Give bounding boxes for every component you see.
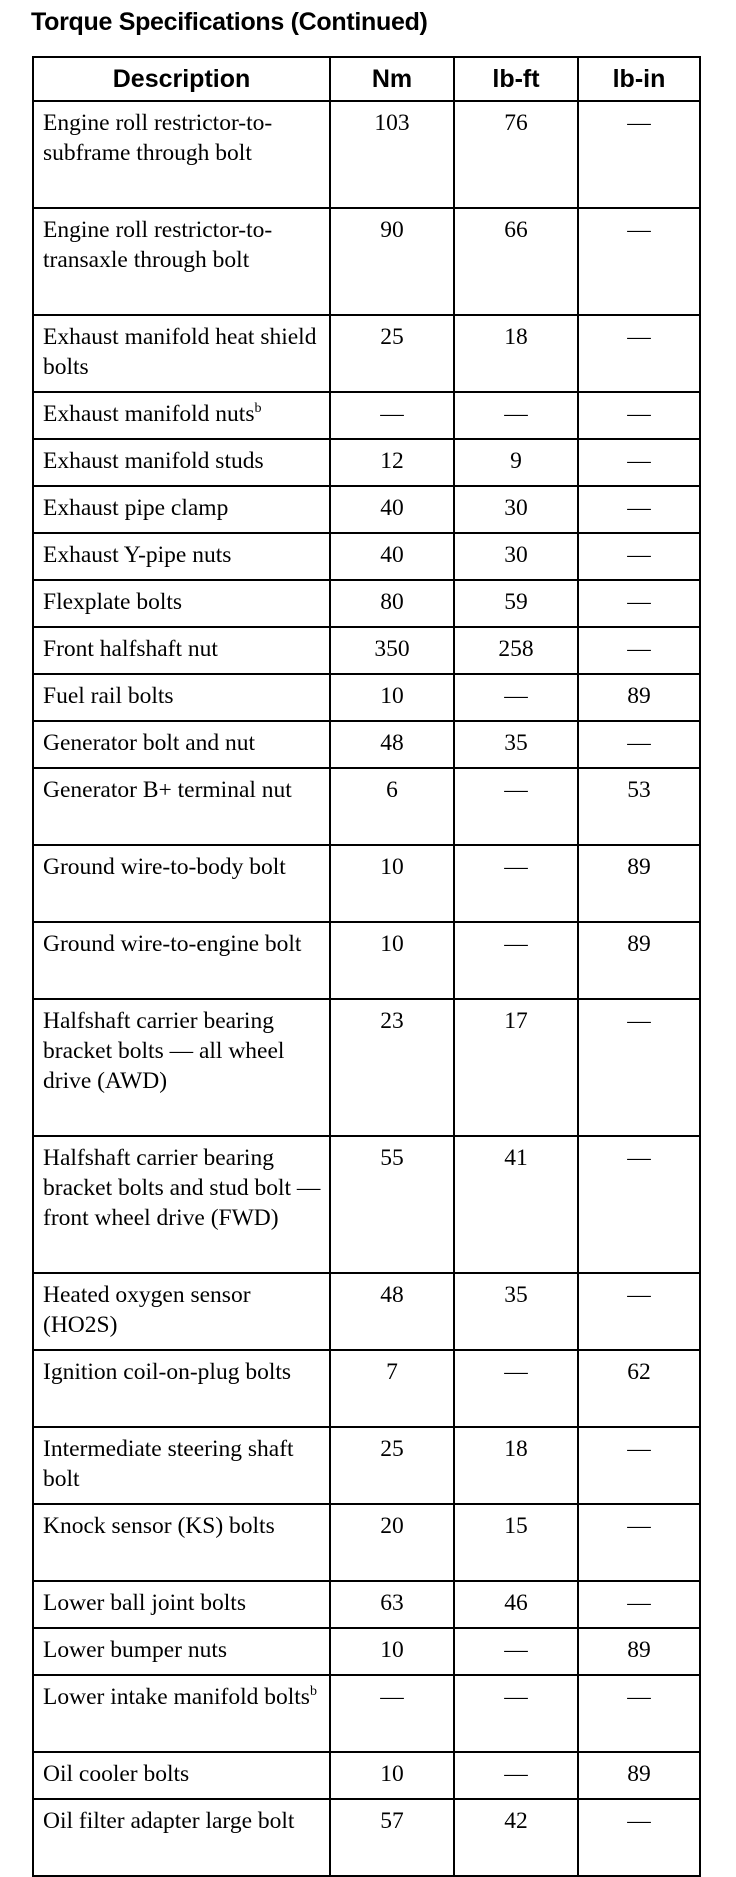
description-cell bbox=[33, 674, 330, 721]
table-row bbox=[33, 1581, 700, 1628]
description-cell bbox=[33, 768, 330, 845]
nm-cell: 6 bbox=[330, 768, 454, 845]
lb-ft-cell: 59 bbox=[454, 580, 578, 627]
lb-in-cell: — bbox=[578, 533, 700, 580]
nm-cell: 10 bbox=[330, 1752, 454, 1799]
nm-cell: — bbox=[330, 1675, 454, 1752]
nm-cell: 25 bbox=[330, 315, 454, 392]
description-text: Exhaust manifold heat shield bolts bbox=[43, 324, 317, 380]
nm-cell: 80 bbox=[330, 580, 454, 627]
table-row bbox=[33, 315, 700, 392]
table-row bbox=[33, 999, 700, 1136]
lb-ft-cell: — bbox=[454, 1675, 578, 1752]
lb-ft-cell: 35 bbox=[454, 1273, 578, 1350]
description-cell bbox=[33, 315, 330, 392]
nm-cell: 10 bbox=[330, 674, 454, 721]
nm-cell: 48 bbox=[330, 721, 454, 768]
table-row bbox=[33, 533, 700, 580]
description-cell bbox=[33, 1799, 330, 1876]
lb-ft-cell: 30 bbox=[454, 533, 578, 580]
nm-cell: 57 bbox=[330, 1799, 454, 1876]
column-header-lb-in: lb-in bbox=[578, 57, 700, 101]
lb-ft-cell: 41 bbox=[454, 1136, 578, 1273]
table-row bbox=[33, 845, 700, 922]
table-row bbox=[33, 1628, 700, 1675]
lb-in-cell: — bbox=[578, 1799, 700, 1876]
description-text: Exhaust Y-pipe nuts bbox=[43, 542, 232, 568]
lb-in-cell: — bbox=[578, 1504, 700, 1581]
table-row bbox=[33, 580, 700, 627]
lb-ft-cell: — bbox=[454, 845, 578, 922]
description-text: Ground wire-to-engine bolt bbox=[43, 931, 302, 957]
description-text: Knock sensor (KS) bolts bbox=[43, 1513, 275, 1539]
footnote-marker: b bbox=[309, 1684, 317, 1700]
lb-in-cell: 89 bbox=[578, 845, 700, 922]
lb-in-cell: — bbox=[578, 315, 700, 392]
table-header-row bbox=[33, 57, 700, 101]
nm-cell: 7 bbox=[330, 1350, 454, 1427]
description-cell bbox=[33, 627, 330, 674]
column-header-description: Description bbox=[33, 57, 330, 101]
description-cell bbox=[33, 439, 330, 486]
nm-cell: 23 bbox=[330, 999, 454, 1136]
description-cell bbox=[33, 1504, 330, 1581]
nm-cell: 10 bbox=[330, 922, 454, 999]
lb-in-cell: — bbox=[578, 1273, 700, 1350]
lb-ft-cell: 42 bbox=[454, 1799, 578, 1876]
description-text: Ground wire-to-body bolt bbox=[43, 854, 286, 880]
lb-ft-cell: — bbox=[454, 674, 578, 721]
lb-in-cell: — bbox=[578, 1581, 700, 1628]
nm-cell: 63 bbox=[330, 1581, 454, 1628]
table-row bbox=[33, 768, 700, 845]
lb-in-cell: — bbox=[578, 999, 700, 1136]
nm-cell: 90 bbox=[330, 208, 454, 315]
description-cell bbox=[33, 486, 330, 533]
table-row bbox=[33, 1799, 700, 1876]
lb-ft-cell: 30 bbox=[454, 486, 578, 533]
lb-ft-cell: 15 bbox=[454, 1504, 578, 1581]
description-cell bbox=[33, 845, 330, 922]
nm-cell: 350 bbox=[330, 627, 454, 674]
table-row bbox=[33, 721, 700, 768]
lb-ft-cell: 18 bbox=[454, 1427, 578, 1504]
nm-cell: 20 bbox=[330, 1504, 454, 1581]
description-cell bbox=[33, 533, 330, 580]
nm-cell: 55 bbox=[330, 1136, 454, 1273]
description-cell bbox=[33, 208, 330, 315]
nm-cell: — bbox=[330, 392, 454, 439]
description-text: Oil cooler bolts bbox=[43, 1761, 190, 1787]
nm-cell: 10 bbox=[330, 845, 454, 922]
lb-in-cell: 62 bbox=[578, 1350, 700, 1427]
column-header-lb-ft: lb-ft bbox=[454, 57, 578, 101]
description-cell bbox=[33, 1136, 330, 1273]
lb-ft-cell: — bbox=[454, 1628, 578, 1675]
table-row bbox=[33, 1350, 700, 1427]
nm-cell: 25 bbox=[330, 1427, 454, 1504]
description-text: Lower intake manifold bolts bbox=[43, 1684, 310, 1710]
lb-in-cell: — bbox=[578, 392, 700, 439]
table-row bbox=[33, 392, 700, 439]
table-row bbox=[33, 439, 700, 486]
description-text: Generator bolt and nut bbox=[43, 730, 256, 756]
table-row bbox=[33, 208, 700, 315]
table-row bbox=[33, 1504, 700, 1581]
lb-in-cell: — bbox=[578, 208, 700, 315]
description-text: Exhaust manifold nuts bbox=[43, 401, 255, 427]
table-row bbox=[33, 1427, 700, 1504]
description-cell bbox=[33, 1273, 330, 1350]
description-text: Engine roll restrictor-to-transaxle through bolt bbox=[43, 217, 273, 273]
lb-ft-cell: — bbox=[454, 1752, 578, 1799]
description-text: Flexplate bolts bbox=[43, 589, 183, 615]
lb-in-cell: — bbox=[578, 486, 700, 533]
description-cell bbox=[33, 1628, 330, 1675]
lb-in-cell: — bbox=[578, 1136, 700, 1273]
description-text: Intermediate steering shaft bolt bbox=[43, 1436, 294, 1492]
nm-cell: 10 bbox=[330, 1628, 454, 1675]
table-row bbox=[33, 101, 700, 208]
description-cell bbox=[33, 999, 330, 1136]
description-cell bbox=[33, 392, 330, 439]
lb-in-cell: — bbox=[578, 580, 700, 627]
lb-ft-cell: 9 bbox=[454, 439, 578, 486]
lb-ft-cell: 66 bbox=[454, 208, 578, 315]
lb-in-cell: — bbox=[578, 101, 700, 208]
description-text: Oil filter adapter large bolt bbox=[43, 1808, 295, 1834]
description-text: Ignition coil-on-plug bolts bbox=[43, 1359, 292, 1385]
table-row bbox=[33, 1273, 700, 1350]
table-row bbox=[33, 674, 700, 721]
nm-cell: 12 bbox=[330, 439, 454, 486]
lb-in-cell: — bbox=[578, 721, 700, 768]
lb-in-cell: 89 bbox=[578, 922, 700, 999]
lb-in-cell: — bbox=[578, 1675, 700, 1752]
lb-ft-cell: — bbox=[454, 768, 578, 845]
description-text: Halfshaft carrier bearing bracket bolts and stud bolt — front wheel drive (FWD) bbox=[43, 1145, 321, 1231]
description-text: Fuel rail bolts bbox=[43, 683, 174, 709]
description-cell bbox=[33, 721, 330, 768]
page-title: Torque Specifications (Continued) bbox=[31, 8, 428, 36]
table-row bbox=[33, 627, 700, 674]
description-text: Halfshaft carrier bearing bracket bolts — all wheel drive (AWD) bbox=[43, 1008, 285, 1094]
table-row bbox=[33, 1675, 700, 1752]
description-cell bbox=[33, 1752, 330, 1799]
lb-in-cell: 89 bbox=[578, 1752, 700, 1799]
torque-table bbox=[32, 56, 701, 1877]
lb-ft-cell: — bbox=[454, 1350, 578, 1427]
lb-ft-cell: 76 bbox=[454, 101, 578, 208]
description-cell bbox=[33, 1350, 330, 1427]
lb-ft-cell: — bbox=[454, 392, 578, 439]
description-text: Exhaust manifold studs bbox=[43, 448, 264, 474]
description-cell bbox=[33, 1581, 330, 1628]
table-row bbox=[33, 486, 700, 533]
nm-cell: 40 bbox=[330, 486, 454, 533]
description-cell bbox=[33, 922, 330, 999]
lb-in-cell: — bbox=[578, 1427, 700, 1504]
description-text: Exhaust pipe clamp bbox=[43, 495, 229, 521]
table-body bbox=[33, 101, 700, 1876]
lb-in-cell: — bbox=[578, 627, 700, 674]
description-text: Heated oxygen sensor (HO2S) bbox=[43, 1282, 251, 1338]
description-text: Engine roll restrictor-to-subframe through bolt bbox=[43, 110, 273, 166]
lb-in-cell: 89 bbox=[578, 1628, 700, 1675]
lb-ft-cell: 18 bbox=[454, 315, 578, 392]
description-cell bbox=[33, 1675, 330, 1752]
description-text: Generator B+ terminal nut bbox=[43, 777, 292, 803]
description-cell bbox=[33, 101, 330, 208]
lb-ft-cell: — bbox=[454, 922, 578, 999]
lb-ft-cell: 35 bbox=[454, 721, 578, 768]
description-text: Front halfshaft nut bbox=[43, 636, 218, 662]
nm-cell: 48 bbox=[330, 1273, 454, 1350]
lb-ft-cell: 258 bbox=[454, 627, 578, 674]
lb-in-cell: — bbox=[578, 439, 700, 486]
footnote-marker: b bbox=[254, 401, 262, 417]
table-row bbox=[33, 1752, 700, 1799]
nm-cell: 103 bbox=[330, 101, 454, 208]
lb-ft-cell: 46 bbox=[454, 1581, 578, 1628]
table-row bbox=[33, 1136, 700, 1273]
lb-in-cell: 89 bbox=[578, 674, 700, 721]
lb-in-cell: 53 bbox=[578, 768, 700, 845]
description-cell bbox=[33, 1427, 330, 1504]
description-text: Lower bumper nuts bbox=[43, 1637, 228, 1663]
description-cell bbox=[33, 580, 330, 627]
description-text: Lower ball joint bolts bbox=[43, 1590, 246, 1616]
lb-ft-cell: 17 bbox=[454, 999, 578, 1136]
table-row bbox=[33, 922, 700, 999]
nm-cell: 40 bbox=[330, 533, 454, 580]
column-header-nm: Nm bbox=[330, 57, 454, 101]
